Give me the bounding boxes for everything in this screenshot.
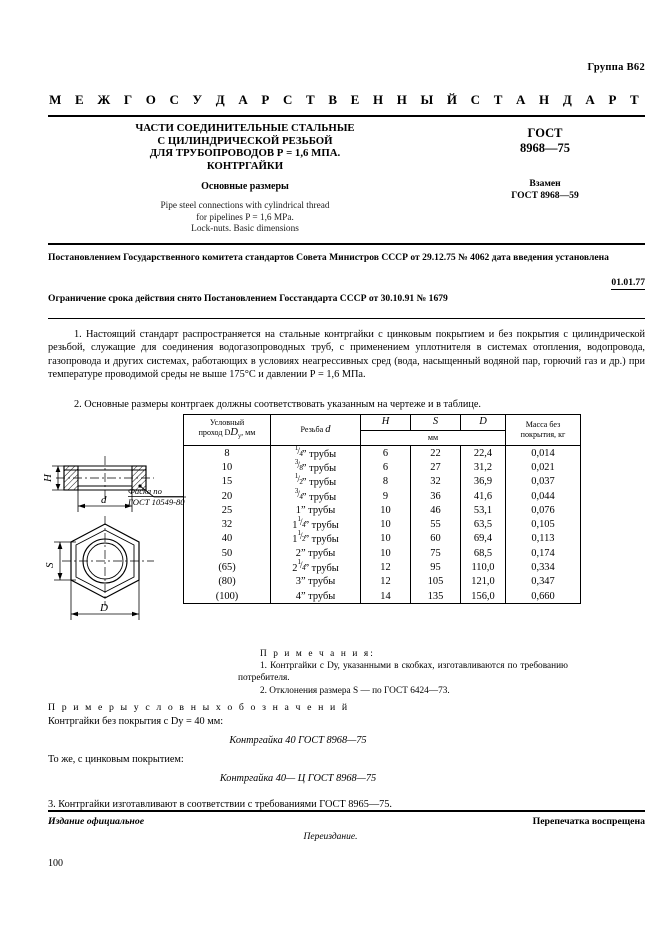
- cell-diameter-D: 110,0: [461, 560, 506, 574]
- examples-title: П р и м е р ы у с л о в н ы х о б о з н а ч е н и й: [48, 702, 350, 713]
- supersedes-label: Взамен: [529, 178, 561, 189]
- cell-nominal-bore: 40: [184, 532, 271, 546]
- title-ru-line-4: КОНТРГАЙКИ: [206, 159, 284, 172]
- cell-height-H: 9: [361, 489, 411, 503]
- cell-height-H: 6: [361, 460, 411, 474]
- group-marking: Группа В62: [587, 62, 645, 73]
- gost-label: ГОСТ: [527, 126, 563, 140]
- table-row: [184, 575, 581, 589]
- cell-nominal-bore: 25: [184, 503, 271, 517]
- example-description-1: Контргайки без покрытия с Dу = 40 мм:: [48, 716, 224, 727]
- cell-across-flats-S: 22: [411, 446, 461, 461]
- supersedes-value: ГОСТ 8968—59: [511, 190, 579, 201]
- cell-mass: 0,113: [506, 532, 581, 546]
- table-row: [184, 489, 581, 503]
- cell-diameter-D: 121,0: [461, 575, 506, 589]
- title-en-line-2: for pipelines P = 1,6 MPa.: [196, 212, 294, 223]
- cell-across-flats-S: 55: [411, 517, 461, 531]
- cell-height-H: 10: [361, 503, 411, 517]
- cell-across-flats-S: 135: [411, 589, 461, 604]
- page-number: 100: [48, 858, 63, 869]
- cell-diameter-D: 31,2: [461, 460, 506, 474]
- table-row: [184, 560, 581, 574]
- cell-height-H: 10: [361, 517, 411, 531]
- cell-across-flats-S: 36: [411, 489, 461, 503]
- cell-diameter-D: 63,5: [461, 517, 506, 531]
- header-divider-rule: [48, 115, 645, 117]
- lock-nut-drawing-svg: [42, 442, 188, 622]
- th-across-flats-S: S: [411, 415, 461, 431]
- cell-mass: 0,037: [506, 475, 581, 489]
- cell-across-flats-S: 32: [411, 475, 461, 489]
- cell-across-flats-S: 27: [411, 460, 461, 474]
- cell-nominal-bore: 20: [184, 489, 271, 503]
- cell-across-flats-S: 75: [411, 546, 461, 560]
- cell-mass: 0,660: [506, 589, 581, 604]
- cell-thread: 4” трубы: [271, 589, 361, 604]
- example-code-1: Контргайка 40 ГОСТ 8968—75: [229, 735, 367, 746]
- footer-reprint-notice: Перепечатка воспрещена: [532, 816, 645, 827]
- table-row: [184, 589, 581, 604]
- th-units-mm: мм: [361, 430, 506, 446]
- cell-thread: 1 / 2 ” трубы: [271, 475, 361, 489]
- notes-title: П р и м е ч а н и я:: [260, 649, 375, 659]
- cell-across-flats-S: 95: [411, 560, 461, 574]
- cell-thread: 1 / 4 ” трубы: [271, 446, 361, 461]
- cell-height-H: 10: [361, 546, 411, 560]
- cell-diameter-D: 69,4: [461, 532, 506, 546]
- cell-mass: 0,076: [506, 503, 581, 517]
- cell-diameter-D: 53,1: [461, 503, 506, 517]
- cell-height-H: 12: [361, 575, 411, 589]
- cell-height-H: 8: [361, 475, 411, 489]
- dimension-label-d: d: [101, 494, 107, 506]
- title-en-line-1: Pipe steel connections with cylindrical thread: [160, 201, 330, 212]
- th-mass: Масса без покрытия, кг: [506, 415, 581, 446]
- cell-thread: 1 1 / 4 ” трубы: [271, 517, 361, 531]
- body-divider-rule: [48, 318, 645, 319]
- cell-nominal-bore: 32: [184, 517, 271, 531]
- table-row: [184, 503, 581, 517]
- dimension-label-H: H: [42, 474, 54, 482]
- table-row: [184, 475, 581, 489]
- cell-nominal-bore: (80): [184, 575, 271, 589]
- gost-number: 8968—75: [520, 141, 570, 155]
- cell-height-H: 14: [361, 589, 411, 604]
- table-row: [184, 517, 581, 531]
- footer-divider-rule: [48, 810, 645, 812]
- title-ru-line-2: С ЦИЛИНДРИЧЕСКОЙ РЕЗЬБОЙ: [157, 134, 333, 147]
- th-diameter-D: D: [461, 415, 506, 431]
- cell-mass: 0,174: [506, 546, 581, 560]
- cell-height-H: 10: [361, 532, 411, 546]
- dimensions-table: [183, 414, 581, 604]
- cell-nominal-bore: 50: [184, 546, 271, 560]
- decree-text-2: Ограничение срока действия снято Постановлением Госстандарта СССР от 30.10.91 № 1679: [48, 293, 448, 304]
- cell-diameter-D: 36,9: [461, 475, 506, 489]
- cell-mass: 0,105: [506, 517, 581, 531]
- title-en-block: [60, 201, 430, 235]
- cell-nominal-bore: (100): [184, 589, 271, 604]
- title-ru-line-1: ЧАСТИ СОЕДИНИТЕЛЬНЫЕ СТАЛЬНЫЕ: [135, 122, 355, 134]
- cell-thread: 1 1 / 2 ” трубы: [271, 532, 361, 546]
- cell-thread: 3” трубы: [271, 575, 361, 589]
- title-en-line-3: Lock-nuts. Basic dimensions: [191, 224, 299, 235]
- technical-drawing: [42, 442, 188, 622]
- note-item-2: 2. Отклонения размера S — по ГОСТ 6424—73.: [260, 685, 450, 696]
- th-thread: Резьба d: [271, 415, 361, 446]
- decree-text: Постановлением Государственного комитета стандартов Совета Министров СССР от 29.12.75 № 4062 дата введения установлена: [48, 252, 609, 263]
- table-row: [184, 460, 581, 474]
- example-code-2: Контргайка 40— Ц ГОСТ 8968—75: [219, 773, 377, 784]
- dimension-label-S: S: [44, 562, 56, 568]
- cell-thread: 2” трубы: [271, 546, 361, 560]
- cell-height-H: 12: [361, 560, 411, 574]
- cell-height-H: 6: [361, 446, 411, 461]
- cell-thread: 1” трубы: [271, 503, 361, 517]
- cell-mass: 0,334: [506, 560, 581, 574]
- dimension-label-D: D: [100, 602, 108, 614]
- table-row: [184, 546, 581, 560]
- title-block: [60, 122, 430, 236]
- subtitle-ru: Основные размеры: [201, 181, 289, 193]
- paragraph-3: 3. Контргайки изготавливают в соответствии с требованиями ГОСТ 8965—75.: [48, 799, 393, 810]
- title-ru-line-3: ДЛЯ ТРУБОПРОВОДОВ Р = 1,6 МПА.: [149, 147, 341, 160]
- gost-designation-block: [450, 126, 640, 202]
- footer-reissue: Переиздание.: [303, 832, 358, 842]
- table-row: [184, 532, 581, 546]
- chamfer-note-line-2: ГОСТ 10549-80: [128, 497, 185, 507]
- cell-diameter-D: 68,5: [461, 546, 506, 560]
- chamfer-note-line-1: Фаска по: [128, 486, 162, 496]
- th-height-H: H: [361, 415, 411, 431]
- cell-nominal-bore: 8: [184, 446, 271, 461]
- table-header: [184, 415, 581, 446]
- cell-thread: 3 / 4 ” трубы: [271, 489, 361, 503]
- table-row: [184, 446, 581, 461]
- effective-date: 01.01.77: [611, 277, 645, 288]
- notes-block: [238, 648, 568, 697]
- cell-across-flats-S: 60: [411, 532, 461, 546]
- cell-mass: 0,347: [506, 575, 581, 589]
- cell-thread: 2 1 / 4 ” трубы: [271, 560, 361, 574]
- footer-official-edition: Издание официальное: [48, 816, 145, 827]
- th-nominal-bore: Условный проход $DD_у$, мм: [184, 415, 271, 446]
- cell-across-flats-S: 105: [411, 575, 461, 589]
- title-divider-rule: [48, 243, 645, 245]
- cell-nominal-bore: (65): [184, 560, 271, 574]
- cell-diameter-D: 22,4: [461, 446, 506, 461]
- paragraph-1: 1. Настоящий стандарт распространяется на стальные контргайки с цинковым покрытием и без покрытия с цилиндрической резьбой, служащие для соединения водогазопроводных труб, с применением уплотнителя в системах отопления, водопровода, газопровода и других системах, работающих в условиях неагрессивных сред (вода, насыщенный водяной пар, горючий газ и др.) при температуре проводимой среды не выше 175°С и давлении Р = 1,6 МПа.: [48, 329, 645, 381]
- cell-diameter-D: 41,6: [461, 489, 506, 503]
- table-body: [184, 443, 581, 604]
- cell-diameter-D: 156,0: [461, 589, 506, 604]
- supersedes-block: [450, 178, 640, 202]
- cell-nominal-bore: 15: [184, 475, 271, 489]
- cell-nominal-bore: 10: [184, 460, 271, 474]
- example-description-2: То же, с цинковым покрытием:: [48, 754, 184, 765]
- cell-mass: 0,014: [506, 446, 581, 461]
- standard-band-title: М Е Ж Г О С У Д А Р С Т В Е Н Н Ы Й С Т А Н Д А Р Т: [49, 92, 644, 107]
- cell-across-flats-S: 46: [411, 503, 461, 517]
- cell-mass: 0,044: [506, 489, 581, 503]
- note-item-1: 1. Контргайки с Dу, указанными в скобках, изготавливаются по требованию потребителя.: [238, 661, 568, 684]
- cell-mass: 0,021: [506, 460, 581, 474]
- table-header-row-1: [184, 415, 581, 431]
- cell-thread: 3 / 8 ” трубы: [271, 460, 361, 474]
- paragraph-2: 2. Основные размеры контргаек должны соответствовать указанным на чертеже и в таблице.: [74, 399, 482, 410]
